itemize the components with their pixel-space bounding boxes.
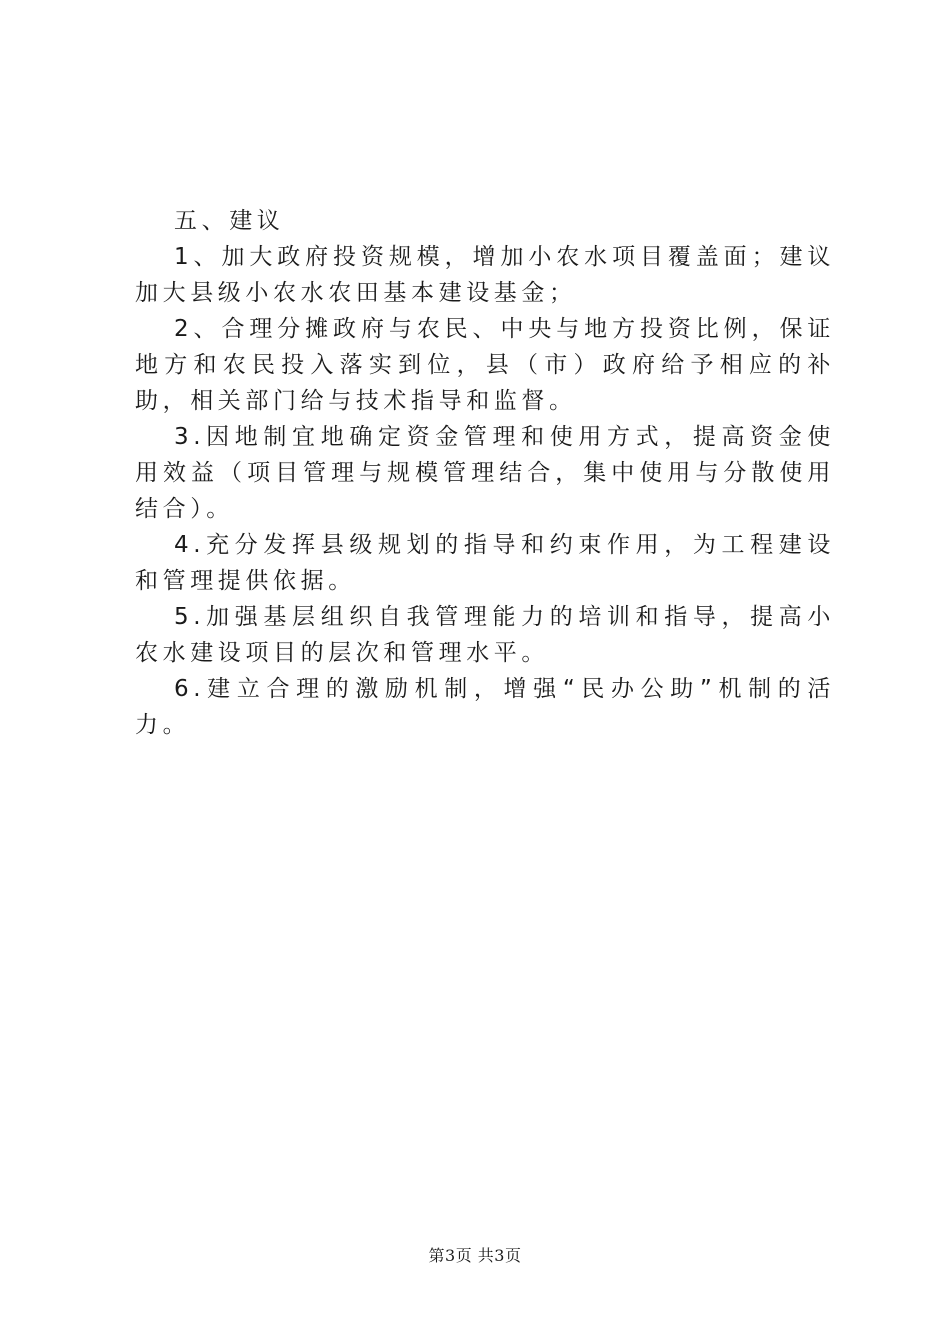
section-heading: 五、建议	[174, 208, 285, 234]
paragraph-5: 5.加强基层组织自我管理能力的培训和指导，提高小农水建设项目的层次和管理水平。	[135, 604, 835, 666]
document-body	[135, 203, 835, 743]
page-number-footer: 第3页 共3页	[428, 1246, 522, 1265]
paragraph-4: 4.充分发挥县级规划的指导和约束作用，为工程建设和管理提供依据。	[135, 532, 835, 594]
paragraph-3: 3.因地制宜地确定资金管理和使用方式，提高资金使用效益（项目管理与规模管理结合，集中使用与分散使用结合）。	[135, 424, 835, 522]
paragraph-6: 6.建立合理的激励机制，增强“民办公助”机制的活力。	[135, 676, 835, 738]
paragraph-1: 1、加大政府投资规模，增加小农水项目覆盖面；建议加大县级小农水农田基本建设基金；	[135, 244, 835, 306]
paragraph-2: 2、合理分摊政府与农民、中央与地方投资比例，保证地方和农民投入落实到位，县（市）政府给予相应的补助，相关部门给与技术指导和监督。	[135, 316, 835, 414]
